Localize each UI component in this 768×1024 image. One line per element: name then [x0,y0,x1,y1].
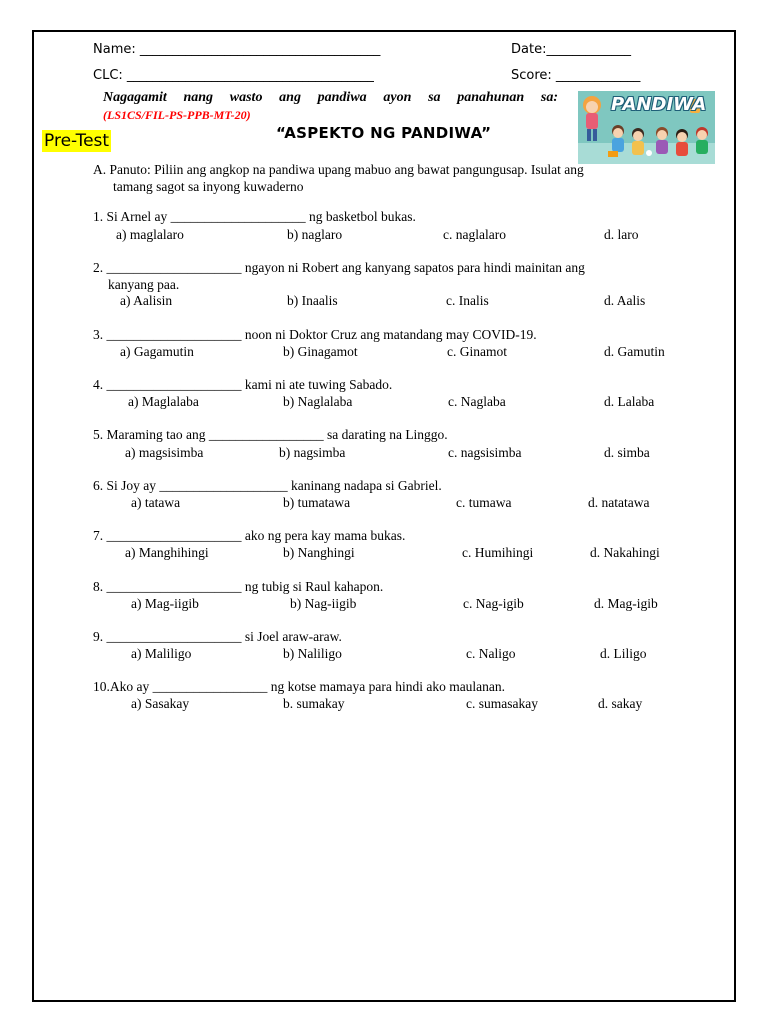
date-field: Date:_____________ [511,42,631,57]
question-10-choice-b: b. sumakay [283,696,345,711]
question-6-text: 6. Si Joy ay ___________________ kaninang nadapa si Gabriel. [93,478,442,493]
question-2-choice-d: d. Aalis [604,293,646,308]
question-4-choice-d: d. Lalaba [604,394,655,409]
question-4-text: 4. ____________________ kami ni ate tuwing Sabado. [93,377,393,392]
question-8-choice-a: a) Mag-iigib [131,596,199,611]
question-5-choice-b: b) nagsimba [279,445,346,460]
question-8-choice-b: b) Nag-iigib [290,596,357,611]
question-2-text-continued: kanyang paa. [108,277,180,292]
question-10-choice-d: d. sakay [598,696,643,711]
question-6-choice-b: b) tumatawa [283,495,351,510]
pretest-label: Pre-Test [44,131,110,151]
logo-title: PANDIWA [611,94,707,115]
question-7-choice-d: d. Nakahingi [590,545,660,560]
instructions-line-1: A. Panuto: Piliin ang angkop na pandiwa upang mabuo ang bawat pangungusap. Isulat ang [93,162,584,177]
question-7-choice-a: a) Manghihingi [125,545,209,560]
score-field: Score: _____________ [511,68,641,83]
question-3-choice-b: b) Ginagamot [283,344,358,359]
question-7-text: 7. ____________________ ako ng pera kay mama bukas. [93,528,406,543]
question-4-choice-a: a) Maglalaba [128,394,199,409]
question-2-choice-a: a) Aalisin [120,293,173,308]
question-7-choice-b: b) Nanghingi [283,545,355,560]
clc-field: CLC: ______________________________________ [93,68,374,83]
question-9-choice-c: c. Naligo [466,646,516,661]
objective-text: Nagagamit nang wasto ang pandiwa ayon sa panahunan sa: [103,90,558,105]
question-9-text: 9. ____________________ si Joel araw-araw. [93,629,342,644]
question-6-choice-c: c. tumawa [456,495,512,510]
question-3-choice-d: d. Gamutin [604,344,665,359]
question-2-choice-c: c. Inalis [446,293,489,308]
question-2-text: 2. ____________________ ngayon ni Robert ang kanyang sapatos para hindi mainitan ang [93,260,585,275]
question-8-text: 8. ____________________ ng tubig si Raul kahapon. [93,579,384,594]
question-8-choice-c: c. Nag-igib [463,596,524,611]
question-5-choice-a: a) magsisimba [125,445,204,460]
question-10-choice-c: c. sumasakay [466,696,538,711]
question-4-choice-b: b) Naglalaba [283,394,353,409]
question-3-choice-c: c. Ginamot [447,344,507,359]
question-6-choice-d: d. natatawa [588,495,650,510]
question-7-choice-c: c. Humihingi [462,545,534,560]
question-9-choice-a: a) Maliligo [131,646,192,661]
question-9-choice-b: b) Naliligo [283,646,342,661]
question-6-choice-a: a) tatawa [131,495,181,510]
question-3-text: 3. ____________________ noon ni Doktor Cruz ang matandang may COVID-19. [93,327,537,342]
question-10-text: 10.Ako ay _________________ ng kotse mamaya para hindi ako maulanan. [93,679,506,694]
question-1-choice-c: c. naglalaro [443,227,506,242]
question-2-choice-b: b) Inaalis [287,293,338,308]
question-5-choice-d: d. simba [604,445,650,460]
question-1-choice-d: d. laro [604,227,639,242]
question-5-text: 5. Maraming tao ang _________________ sa darating na Linggo. [93,427,448,442]
worksheet-title: “ASPEKTO NG PANDIWA” [276,124,492,142]
question-1-text: 1. Si Arnel ay ____________________ ng basketbol bukas. [93,209,416,224]
question-3-choice-a: a) Gagamutin [120,344,194,359]
competency-code: (LS1CS/FIL-PS-PPB-MT-20) [103,108,251,122]
instructions-line-2: tamang sagot sa inyong kuwaderno [113,179,304,194]
question-1-choice-a: a) maglalaro [116,227,184,242]
pandiwa-logo-image [578,91,715,164]
question-5-choice-c: c. nagsisimba [448,445,522,460]
question-9-choice-d: d. Liligo [600,646,647,661]
question-10-choice-a: a) Sasakay [131,696,190,711]
question-1-choice-b: b) naglaro [287,227,343,242]
question-4-choice-c: c. Naglaba [448,394,506,409]
name-field: Name: _____________________________________ [93,42,381,57]
question-8-choice-d: d. Mag-igib [594,596,658,611]
